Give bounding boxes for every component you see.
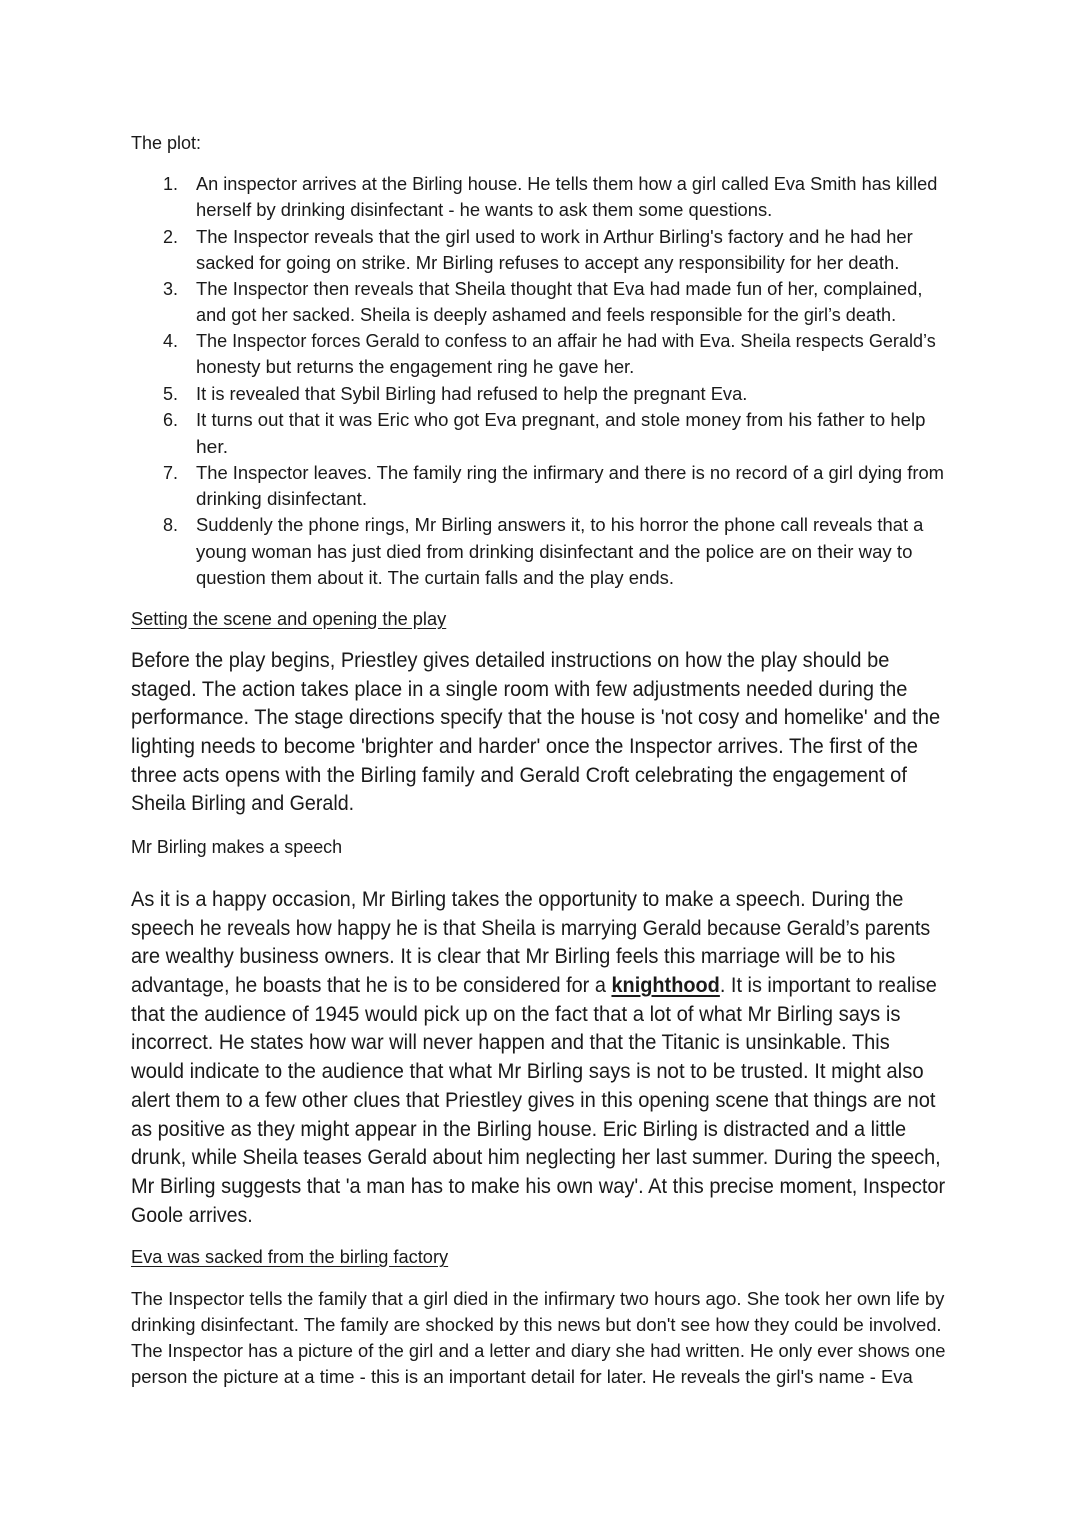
paragraph-line: drunk, while Sheila teases Gerald about him neglecting her last summer. During the speech, — [131, 1146, 941, 1169]
list-item-line: The Inspector reveals that the girl used to work in Arthur Birling's factory and he had her — [196, 227, 913, 247]
paragraph-line: that the audience of 1945 would pick up on the fact that a lot of what Mr Birling says is — [131, 1003, 901, 1026]
paragraph-line: person the picture at a time - this is an important detail for later. He reveals the girl's name - Eva — [131, 1367, 913, 1387]
list-item-line: It is revealed that Sybil Birling had refused to help the pregnant Eva. — [196, 384, 748, 404]
list-item-line: The Inspector then reveals that Sheila thought that Eva had made fun of her, complained, — [196, 279, 923, 299]
list-item-line: honesty but returns the engagement ring he gave her. — [196, 357, 635, 377]
paragraph-line: performance. The stage directions specify that the house is 'not cosy and homelike' and the — [131, 706, 941, 729]
list-number: 2. — [163, 227, 179, 247]
paragraph-line: drinking disinfectant. The family are shocked by this news but don't see how they could be involved. — [131, 1315, 942, 1335]
list-item-line: The Inspector leaves. The family ring the infirmary and there is no record of a girl dying from — [196, 463, 945, 483]
list-item-line: herself by drinking disinfectant - he wants to ask them some questions. — [196, 200, 773, 220]
paragraph-line: lighting needs to become 'brighter and harder' once the Inspector arrives. The first of the — [131, 735, 918, 758]
text-segment: advantage, he boasts that he is to be considered for a — [131, 974, 612, 997]
paragraph-line: The Inspector tells the family that a girl died in the infirmary two hours ago. She took her own life by — [131, 1289, 945, 1309]
plot-heading: The plot: — [131, 133, 202, 153]
paragraph-line: Sheila Birling and Gerald. — [131, 792, 355, 815]
list-item-line: drinking disinfectant. — [196, 489, 368, 509]
list-item-line: sacked for going on strike. Mr Birling refuses to accept any responsibility for her death. — [196, 253, 900, 273]
section-heading-sacked: Eva was sacked from the birling factory — [131, 1247, 449, 1267]
list-item-line: question them about it. The curtain falls and the play ends. — [196, 568, 674, 588]
paragraph-line: are wealthy business owners. It is clear that Mr Birling feels this marriage will be to his — [131, 945, 896, 968]
keyword-knighthood: knighthood — [611, 974, 720, 997]
list-item-line: An inspector arrives at the Birling house. He tells them how a girl called Eva Smith has killed — [196, 174, 938, 194]
paragraph-line: would indicate to the audience that what Mr Birling says is not to be trusted. It might also — [131, 1060, 924, 1083]
list-item-line: Suddenly the phone rings, Mr Birling answers it, to his horror the phone call reveals that a — [196, 515, 924, 535]
list-number: 7. — [163, 463, 179, 483]
list-item-line: The Inspector forces Gerald to confess to an affair he had with Eva. Sheila respects Gerald’s — [196, 331, 936, 351]
list-number: 1. — [163, 174, 179, 194]
paragraph-line: as positive as they might appear in the Birling house. Eric Birling is distracted and a little — [131, 1118, 907, 1141]
list-number: 5. — [163, 384, 179, 404]
list-number: 8. — [163, 515, 179, 535]
paragraph-line: three acts opens with the Birling family and Gerald Croft celebrating the engagement of — [131, 764, 907, 787]
paragraph-line: The Inspector has a picture of the girl and a letter and diary she had written. He only ever shows one — [131, 1341, 946, 1361]
paragraph-line: Goole arrives. — [131, 1204, 253, 1227]
section-heading-speech: Mr Birling makes a speech — [131, 837, 343, 857]
paragraph-line: staged. The action takes place in a single room with few adjustments needed during the — [131, 678, 908, 701]
paragraph-line: incorrect. He states how war will never happen and that the Titanic is unsinkable. This — [131, 1031, 890, 1054]
list-number: 6. — [163, 410, 179, 430]
list-number: 3. — [163, 279, 179, 299]
paragraph-line: speech he reveals how happy he is that Sheila is marrying Gerald because Gerald’s parents — [131, 917, 931, 940]
paragraph-line-knighthood — [131, 973, 937, 999]
paragraph-line: As it is a happy occasion, Mr Birling takes the opportunity to make a speech. During the — [131, 888, 904, 911]
list-item-line: and got her sacked. Sheila is deeply ashamed and feels responsible for the girl’s death. — [196, 305, 897, 325]
text-segment: . It is important to realise — [719, 974, 937, 997]
paragraph-line: Before the play begins, Priestley gives detailed instructions on how the play should be — [131, 649, 890, 672]
list-item-line: her. — [196, 437, 229, 457]
list-number: 4. — [163, 331, 179, 351]
list-item-line: young woman has just died from drinking disinfectant and the police are on their way to — [196, 542, 913, 562]
section-heading-setting: Setting the scene and opening the play — [131, 609, 447, 629]
paragraph-line: alert them to a few other clues that Priestley gives in this opening scene that things are not — [131, 1089, 936, 1112]
paragraph-line: Mr Birling suggests that 'a man has to make his own way'. At this precise moment, Inspector — [131, 1175, 946, 1198]
list-item-line: It turns out that it was Eric who got Eva pregnant, and stole money from his father to help — [196, 410, 926, 430]
